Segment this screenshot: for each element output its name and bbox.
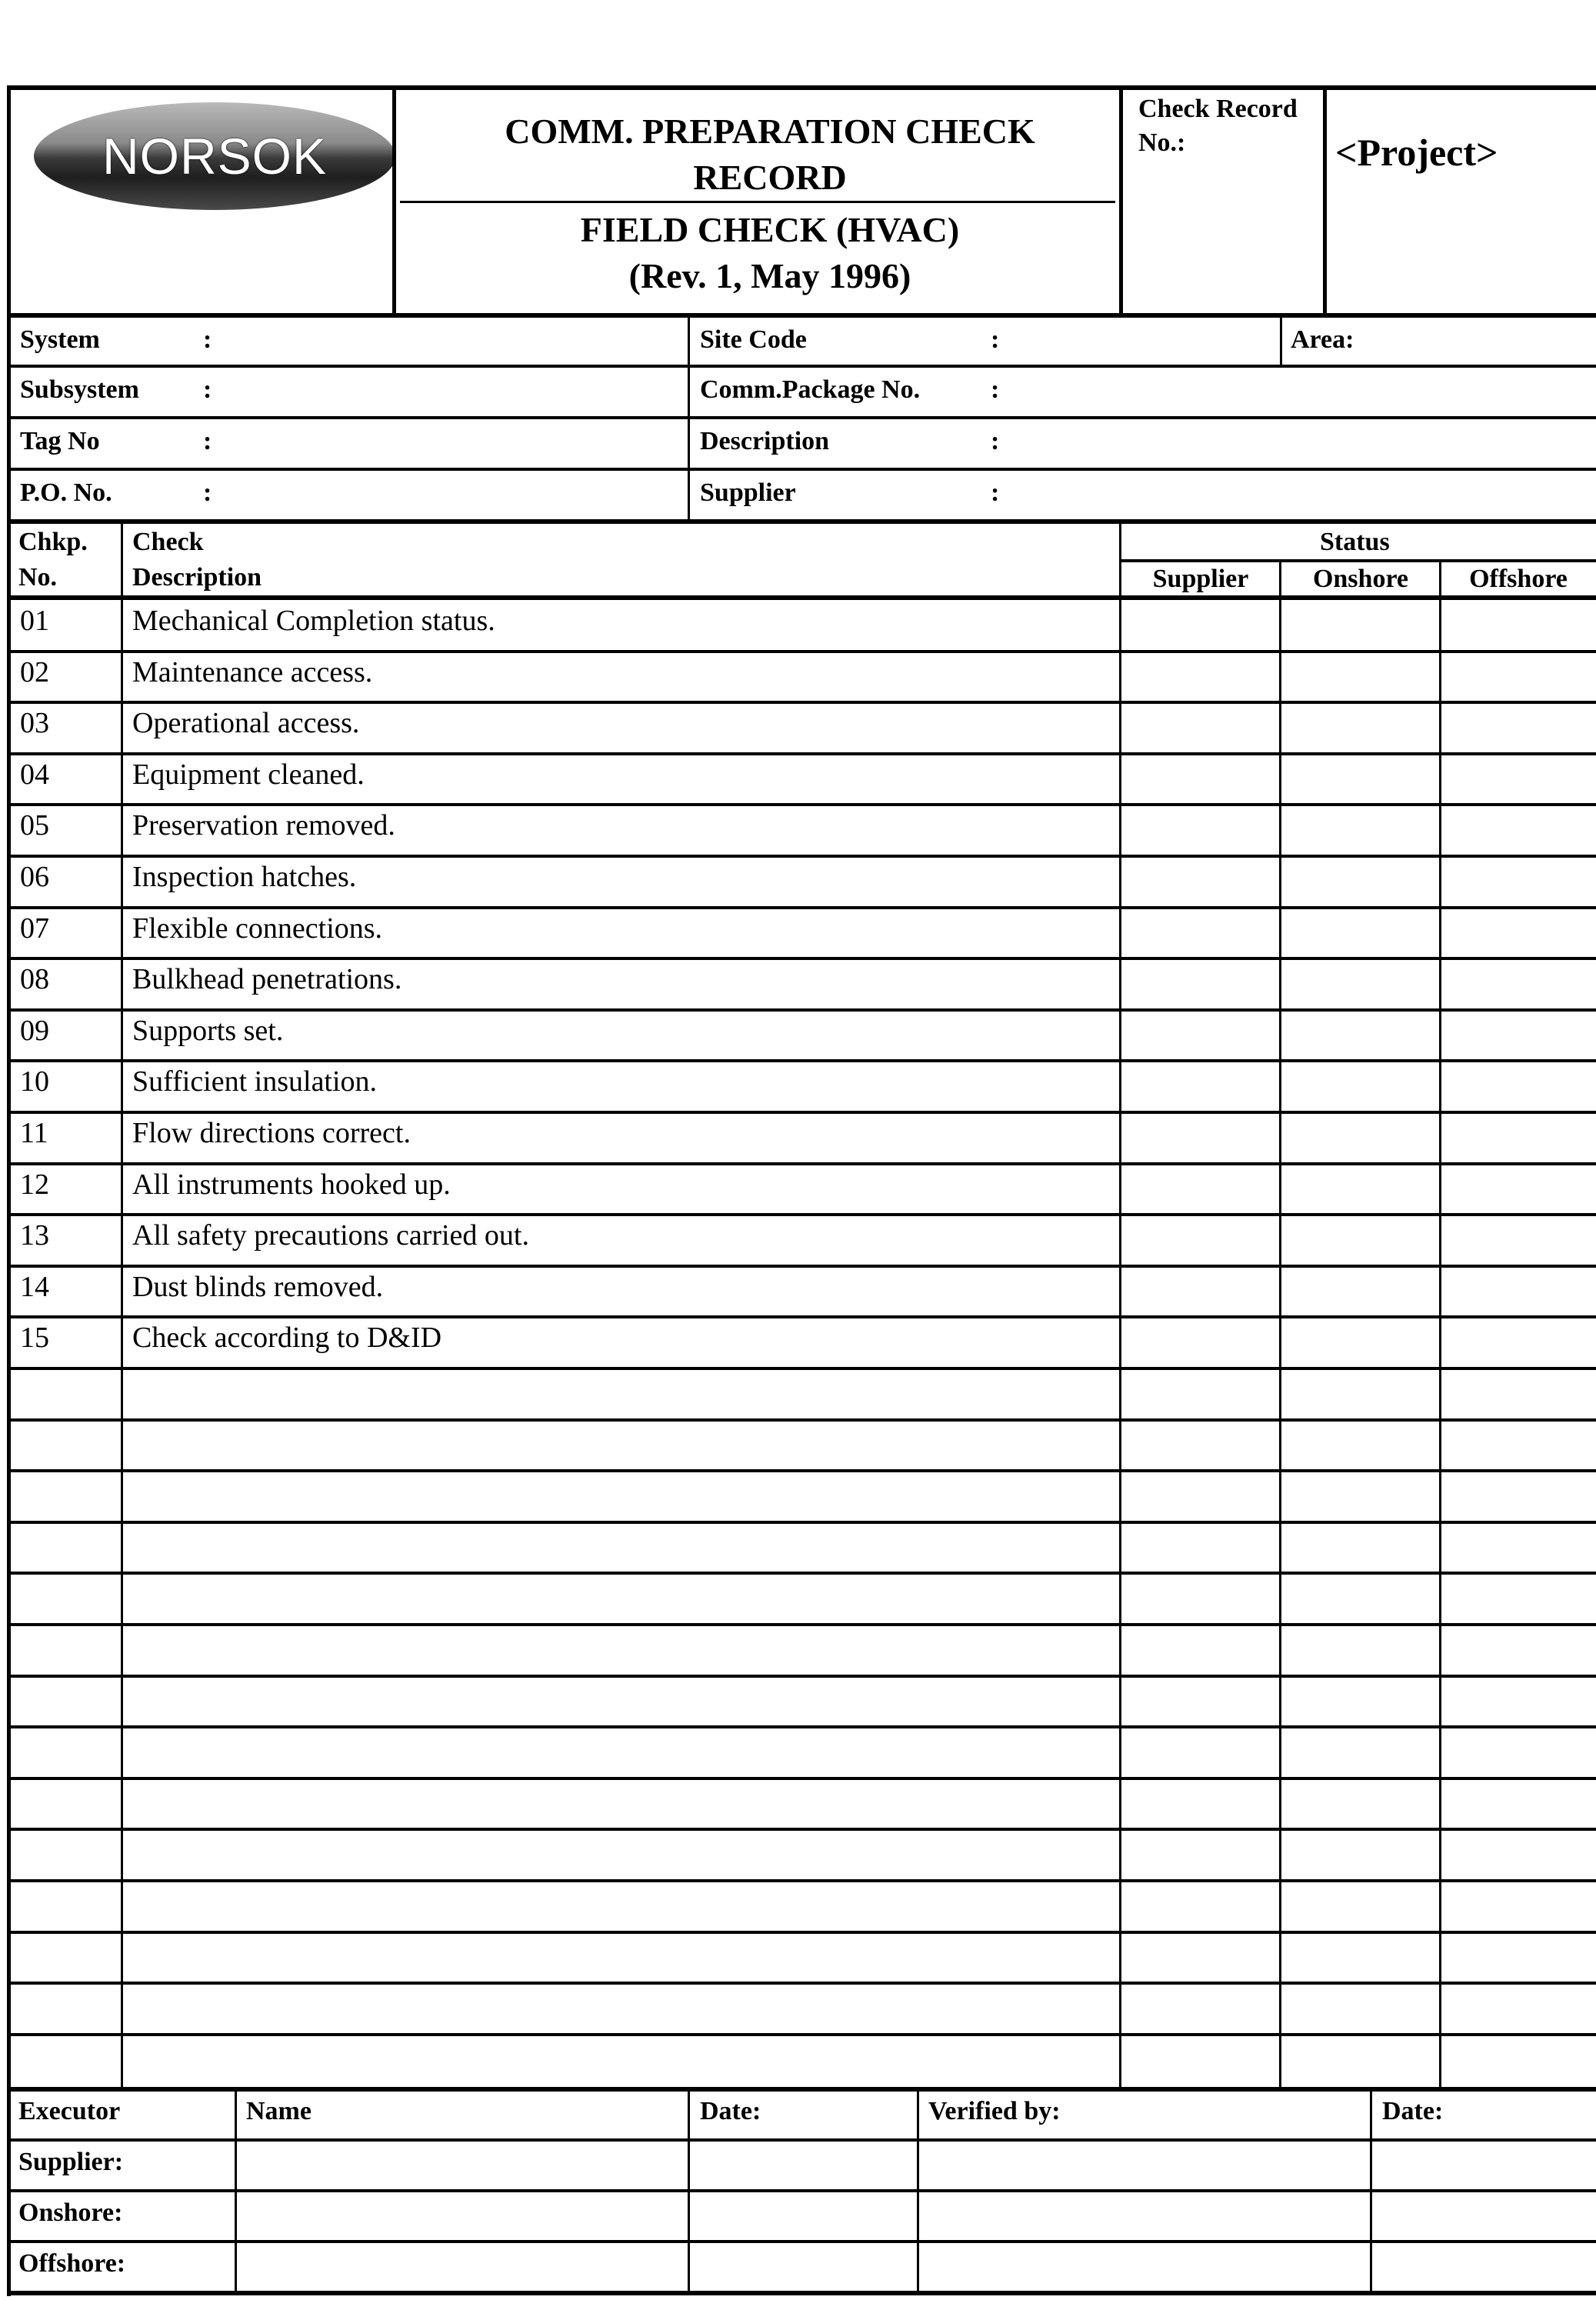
divider (8, 416, 1596, 419)
verified-date-field[interactable] (1373, 2142, 1596, 2189)
divider (8, 701, 1596, 704)
status-offshore-cell[interactable] (1443, 1471, 1596, 1522)
check-description: Flexible connections. (132, 912, 383, 945)
table-row (11, 1676, 1596, 1728)
supplier-sep: : (991, 478, 1000, 507)
status-supplier-cell[interactable] (1123, 1420, 1281, 1472)
status-supplier-cell[interactable] (1123, 958, 1281, 1010)
title-line2: RECORD (693, 158, 847, 197)
col-no-header-2: No. (18, 563, 58, 592)
divider (8, 1675, 1596, 1678)
divider (8, 650, 1596, 653)
status-offshore-cell[interactable] (1443, 702, 1596, 754)
check-description: Equipment cleaned. (132, 758, 365, 791)
status-onshore-cell[interactable] (1283, 754, 1441, 805)
divider (8, 1931, 1596, 1934)
check-record-label-1: Check Record (1138, 95, 1298, 123)
area-field[interactable] (1283, 318, 1591, 365)
description-label: Description (700, 427, 830, 455)
system-label: System (20, 325, 100, 354)
status-onshore-cell[interactable] (1283, 1881, 1441, 1932)
divider (8, 855, 1596, 858)
status-onshore-cell[interactable] (1283, 1420, 1441, 1472)
divider (1370, 2089, 1372, 2292)
system-field[interactable] (11, 318, 688, 365)
table-row (11, 1573, 1596, 1625)
table-row (11, 1983, 1596, 2035)
status-col-offshore: Offshore (1469, 565, 1568, 593)
table-row (11, 1215, 1596, 1266)
date-field[interactable] (691, 2243, 918, 2291)
check-description: Flow directions correct. (132, 1117, 411, 1149)
verified-by-field[interactable] (920, 2192, 1371, 2240)
status-supplier-cell[interactable] (1123, 1676, 1281, 1728)
name-field[interactable] (237, 2243, 688, 2291)
status-offshore-cell[interactable] (1443, 600, 1596, 652)
divider (8, 1213, 1596, 1216)
check-description: Bulkhead penetrations. (132, 963, 402, 995)
status-offshore-cell[interactable] (1443, 1522, 1596, 1574)
subsystem-label: Subsystem (20, 375, 139, 404)
system-sep: : (203, 325, 212, 354)
status-supplier-cell[interactable] (1123, 1573, 1281, 1625)
check-number: 11 (20, 1117, 48, 1149)
status-col-supplier: Supplier (1152, 565, 1249, 593)
table-row (11, 1778, 1596, 1830)
status-supplier-cell[interactable] (1123, 1266, 1281, 1318)
table-row (11, 1471, 1596, 1522)
status-onshore-cell[interactable] (1283, 600, 1441, 652)
project-name: <Project> (1335, 131, 1498, 174)
status-onshore-cell[interactable] (1283, 1010, 1441, 1062)
status-supplier-cell[interactable] (1123, 856, 1281, 908)
check-description: Dust blinds removed. (132, 1271, 384, 1303)
table-row (11, 1522, 1596, 1574)
status-offshore-cell[interactable] (1443, 1266, 1596, 1318)
status-offshore-cell[interactable] (1443, 1676, 1596, 1728)
verified-date-field[interactable] (1373, 2192, 1596, 2240)
status-onshore-cell[interactable] (1283, 1778, 1441, 1830)
title-line1: COMM. PREPARATION CHECK (505, 112, 1035, 151)
check-number: 08 (20, 963, 49, 995)
divider (235, 2089, 237, 2292)
divider (688, 2089, 690, 2292)
executor-label: Supplier: (18, 2148, 124, 2176)
subsystem-field[interactable] (11, 368, 688, 415)
status-onshore-cell[interactable] (1283, 1164, 1441, 1215)
tag-no-label: Tag No (20, 427, 100, 455)
status-supplier-cell[interactable] (1123, 1778, 1281, 1830)
status-onshore-cell[interactable] (1283, 1932, 1441, 1984)
divider (8, 1059, 1596, 1062)
status-supplier-cell[interactable] (1123, 1112, 1281, 1164)
status-supplier-cell[interactable] (1123, 1625, 1281, 1676)
norsok-logo (34, 102, 395, 210)
divider (8, 468, 1596, 471)
check-description: All instruments hooked up. (132, 1168, 451, 1201)
check-number: 13 (20, 1219, 49, 1252)
signoff-row (11, 2142, 1596, 2189)
po-no-sep: : (203, 478, 212, 507)
po-no-field[interactable] (11, 471, 688, 518)
status-offshore-cell[interactable] (1443, 958, 1596, 1010)
supplier-label: Supplier (700, 478, 796, 507)
status-onshore-cell[interactable] (1283, 1215, 1441, 1266)
check-number: 10 (20, 1065, 49, 1098)
table-row (11, 754, 1596, 805)
status-onshore-cell[interactable] (1283, 1266, 1441, 1318)
status-onshore-cell[interactable] (1283, 2035, 1441, 2086)
divider (8, 1315, 1596, 1318)
table-row (11, 1061, 1596, 1112)
verified-by-field[interactable] (920, 2142, 1371, 2189)
check-description: Maintenance access. (132, 656, 373, 688)
logo-text: NORSOK (102, 128, 328, 185)
divider (8, 1572, 1596, 1575)
divider (8, 957, 1596, 960)
check-number: 12 (20, 1168, 49, 1201)
table-row (11, 1266, 1596, 1318)
status-onshore-cell[interactable] (1283, 958, 1441, 1010)
divider (8, 519, 1596, 524)
check-description: Operational access. (132, 707, 360, 739)
table-row (11, 2035, 1596, 2086)
status-supplier-cell[interactable] (1123, 1061, 1281, 1112)
subtitle-line2: (Rev. 1, May 1996) (628, 256, 911, 295)
table-row (11, 1727, 1596, 1778)
status-offshore-cell[interactable] (1443, 754, 1596, 805)
status-offshore-cell[interactable] (1443, 1983, 1596, 2035)
divider (8, 1265, 1596, 1268)
divider (8, 1725, 1596, 1728)
status-onshore-cell[interactable] (1283, 1317, 1441, 1368)
divider (8, 752, 1596, 755)
status-onshore-cell[interactable] (1283, 856, 1441, 908)
status-offshore-cell[interactable] (1443, 1420, 1596, 1472)
divider (1119, 523, 1121, 2089)
comm-package-sep: : (991, 375, 1000, 404)
col-desc-header-2: Description (132, 563, 262, 592)
status-offshore-cell[interactable] (1443, 1215, 1596, 1266)
signoff-row (11, 2243, 1596, 2291)
status-onshore-cell[interactable] (1283, 1829, 1441, 1881)
signoff-header-name: Name (246, 2097, 312, 2125)
status-onshore-cell[interactable] (1283, 1727, 1441, 1778)
status-onshore-cell[interactable] (1283, 1983, 1441, 2035)
check-description: Mechanical Completion status. (132, 605, 495, 637)
status-offshore-cell[interactable] (1443, 1164, 1596, 1215)
status-offshore-cell[interactable] (1443, 856, 1596, 908)
subtitle-line1: FIELD CHECK (HVAC) (580, 210, 960, 249)
table-row (11, 958, 1596, 1010)
divider (392, 90, 396, 315)
name-field[interactable] (237, 2142, 688, 2189)
status-supplier-cell[interactable] (1123, 908, 1281, 959)
comm-package-field[interactable] (691, 368, 1591, 415)
status-onshore-cell[interactable] (1283, 908, 1441, 959)
supplier-field[interactable] (691, 471, 1591, 518)
divider (8, 2138, 1596, 2142)
divider (917, 2089, 919, 2292)
divider (1280, 315, 1282, 366)
status-offshore-cell[interactable] (1443, 1881, 1596, 1932)
table-row (11, 600, 1596, 652)
status-offshore-cell[interactable] (1443, 1625, 1596, 1676)
check-number: 03 (20, 707, 49, 739)
site-code-field[interactable] (691, 318, 1275, 365)
divider (8, 1162, 1596, 1165)
status-offshore-cell[interactable] (1443, 1368, 1596, 1420)
divider (8, 1008, 1596, 1012)
check-description: Sufficient insulation. (132, 1065, 378, 1098)
check-number: 06 (20, 861, 49, 893)
status-supplier-cell[interactable] (1123, 652, 1281, 703)
check-description: Check according to D&ID (132, 1322, 442, 1354)
table-row (11, 1420, 1596, 1472)
status-offshore-cell[interactable] (1443, 652, 1596, 703)
site-code-label: Site Code (700, 325, 807, 354)
status-header: Status (1320, 528, 1390, 556)
table-row (11, 702, 1596, 754)
subsystem-sep: : (203, 375, 212, 404)
status-supplier-cell[interactable] (1123, 2035, 1281, 2086)
signoff-header-date: Date: (700, 2097, 761, 2125)
status-supplier-cell[interactable] (1123, 1215, 1281, 1266)
status-offshore-cell[interactable] (1443, 908, 1596, 959)
status-supplier-cell[interactable] (1123, 600, 1281, 652)
status-col-onshore: Onshore (1312, 565, 1409, 593)
verified-by-field[interactable] (920, 2243, 1371, 2291)
table-row (11, 1829, 1596, 1881)
status-offshore-cell[interactable] (1443, 1010, 1596, 1062)
comm-package-label: Comm.Package No. (700, 375, 921, 404)
status-offshore-cell[interactable] (1443, 1829, 1596, 1881)
executor-label: Offshore: (18, 2249, 126, 2278)
check-description: Supports set. (132, 1015, 284, 1047)
col-desc-header-1: Check (132, 528, 204, 556)
divider (8, 2189, 1596, 2192)
divider (8, 1367, 1596, 1370)
divider (8, 1623, 1596, 1626)
status-onshore-cell[interactable] (1283, 702, 1441, 754)
check-description: Inspection hatches. (132, 861, 357, 893)
status-supplier-cell[interactable] (1123, 1164, 1281, 1215)
status-supplier-cell[interactable] (1123, 805, 1281, 856)
divider (8, 1828, 1596, 1831)
status-onshore-cell[interactable] (1283, 1471, 1441, 1522)
status-offshore-cell[interactable] (1443, 1061, 1596, 1112)
table-row (11, 1164, 1596, 1215)
divider (400, 201, 1115, 203)
status-offshore-cell[interactable] (1443, 2035, 1596, 2086)
divider (688, 315, 690, 522)
status-onshore-cell[interactable] (1283, 805, 1441, 856)
description-sep: : (991, 427, 1000, 455)
divider (8, 1879, 1596, 1882)
status-supplier-cell[interactable] (1123, 1471, 1281, 1522)
status-onshore-cell[interactable] (1283, 1676, 1441, 1728)
divider (121, 523, 123, 2089)
divider (8, 1777, 1596, 1780)
table-row (11, 908, 1596, 959)
status-onshore-cell[interactable] (1283, 1573, 1441, 1625)
status-offshore-cell[interactable] (1443, 805, 1596, 856)
status-offshore-cell[interactable] (1443, 1727, 1596, 1778)
status-offshore-cell[interactable] (1443, 1573, 1596, 1625)
col-no-header-1: Chkp. (18, 528, 88, 556)
executor-label: Onshore: (18, 2198, 123, 2227)
status-supplier-cell[interactable] (1123, 754, 1281, 805)
divider (1121, 559, 1596, 562)
description-field[interactable] (691, 419, 1591, 467)
divider (1279, 562, 1281, 2089)
divider (1323, 90, 1327, 315)
divider (1439, 562, 1441, 2089)
status-supplier-cell[interactable] (1123, 1727, 1281, 1778)
divider (1119, 90, 1123, 315)
divider (8, 365, 1596, 368)
status-onshore-cell[interactable] (1283, 1368, 1441, 1420)
check-number: 14 (20, 1271, 49, 1303)
date-field[interactable] (691, 2192, 918, 2240)
table-row (11, 1112, 1596, 1164)
divider (8, 2087, 1596, 2092)
table-row (11, 1010, 1596, 1062)
area-label: Area: (1291, 325, 1354, 354)
divider (8, 1982, 1596, 1985)
table-row (11, 652, 1596, 703)
divider (8, 1469, 1596, 1472)
table-row (11, 1625, 1596, 1676)
check-number: 15 (20, 1322, 49, 1354)
check-number: 05 (20, 809, 49, 842)
divider (8, 2033, 1596, 2036)
signoff-header-executor: Executor (18, 2097, 121, 2125)
check-number: 04 (20, 758, 49, 791)
status-supplier-cell[interactable] (1123, 1983, 1281, 2035)
check-number: 07 (20, 912, 49, 945)
status-offshore-cell[interactable] (1443, 1932, 1596, 1984)
status-onshore-cell[interactable] (1283, 1061, 1441, 1112)
status-supplier-cell[interactable] (1123, 1522, 1281, 1574)
divider (8, 1111, 1596, 1114)
check-description: All safety precautions carried out. (132, 1219, 529, 1252)
status-supplier-cell[interactable] (1123, 1829, 1281, 1881)
signoff-header-verified-date: Date: (1382, 2097, 1444, 2125)
status-offshore-cell[interactable] (1443, 1317, 1596, 1368)
check-number: 09 (20, 1015, 49, 1047)
status-offshore-cell[interactable] (1443, 1112, 1596, 1164)
divider (8, 803, 1596, 806)
table-row (11, 1881, 1596, 1932)
status-supplier-cell[interactable] (1123, 1368, 1281, 1420)
date-field[interactable] (691, 2142, 918, 2189)
status-offshore-cell[interactable] (1443, 1778, 1596, 1830)
verified-date-field[interactable] (1373, 2243, 1596, 2291)
status-supplier-cell[interactable] (1123, 1932, 1281, 1984)
tag-no-sep: : (203, 427, 212, 455)
status-supplier-cell[interactable] (1123, 702, 1281, 754)
table-row (11, 856, 1596, 908)
check-number: 01 (20, 605, 49, 637)
tag-no-field[interactable] (11, 419, 688, 467)
status-onshore-cell[interactable] (1283, 1112, 1441, 1164)
name-field[interactable] (237, 2192, 688, 2240)
divider (8, 1418, 1596, 1422)
divider (8, 906, 1596, 909)
signoff-row (11, 2192, 1596, 2240)
signoff-header-verified-by: Verified by: (928, 2097, 1061, 2125)
site-code-sep: : (991, 325, 1000, 354)
check-number: 02 (20, 656, 49, 688)
table-row (11, 805, 1596, 856)
status-onshore-cell[interactable] (1283, 652, 1441, 703)
table-row (11, 1368, 1596, 1420)
status-supplier-cell[interactable] (1123, 1010, 1281, 1062)
check-record-label-2: No.: (1138, 128, 1186, 157)
status-onshore-cell[interactable] (1283, 1522, 1441, 1574)
status-onshore-cell[interactable] (1283, 1625, 1441, 1676)
border-bottom (8, 2291, 1596, 2295)
table-row (11, 1932, 1596, 1984)
status-supplier-cell[interactable] (1123, 1881, 1281, 1932)
po-no-label: P.O. No. (20, 478, 112, 507)
check-record-no-field[interactable] (1128, 90, 1335, 315)
table-row (11, 1317, 1596, 1368)
check-description: Preservation removed. (132, 809, 395, 842)
divider (8, 1521, 1596, 1524)
divider (8, 2240, 1596, 2243)
status-supplier-cell[interactable] (1123, 1317, 1281, 1368)
